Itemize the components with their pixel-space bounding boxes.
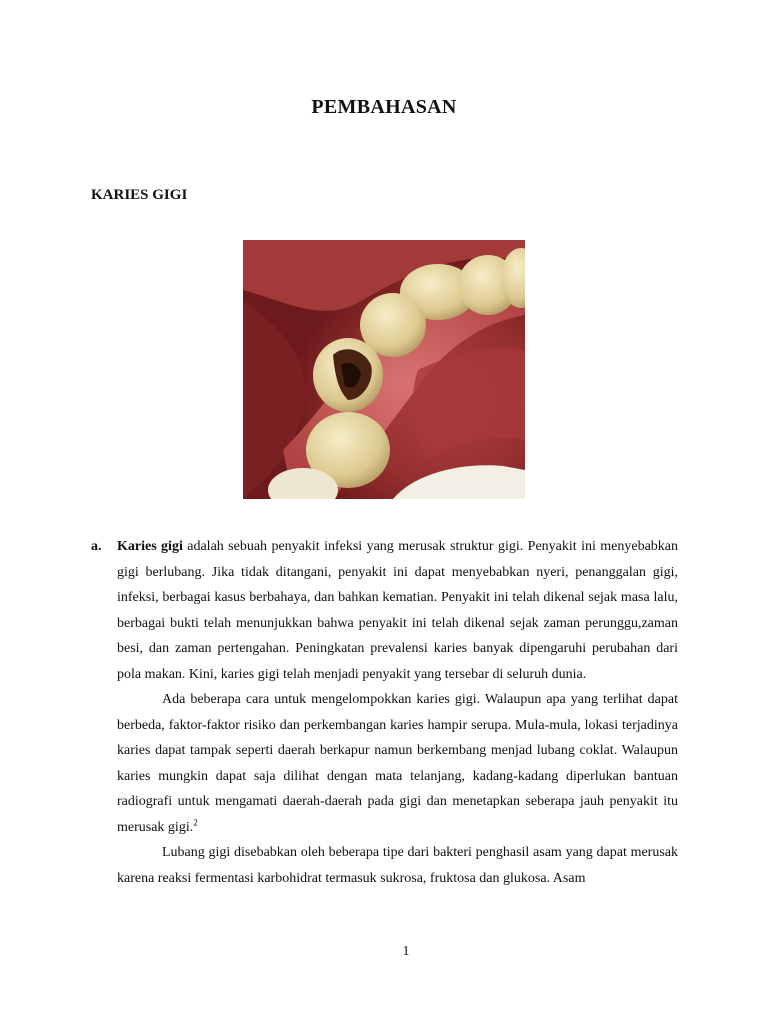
paragraph-3 — [117, 840, 678, 891]
paragraph-1 — [117, 534, 678, 687]
page-number: 1 — [402, 944, 410, 959]
page-title: PEMBAHASAN — [311, 96, 457, 118]
term-karies-gigi: Karies gigi — [117, 539, 183, 554]
paragraph-2 — [117, 687, 678, 840]
dental-caries-photo — [243, 240, 525, 499]
paragraph-1-text: adalah sebuah penyakit infeksi yang merusak struktur gigi. Penyakit ini menyebabkan gigi berlubang. Jika tidak ditangani, penyakit ini dapat menyebabkan nyeri, penanggalan gigi, infeksi, berbagai kasus berbahaya, dan bahkan kematian. Penyakit ini telah dikenal sejak masa lalu, berbagai bukti telah menunjukkan bahwa penyakit ini telah dikenal sejak zaman perunggu,zaman besi, dan zaman pertengahan. Peningkatan prevalensi karies banyak dipengaruhi perubahan dari pola makan. Kini, karies gigi telah menjadi penyakit yang tersebar di seluruh dunia. — [117, 539, 678, 682]
paragraph-3-text: Lubang gigi disebabkan oleh beberapa tipe dari bakteri penghasil asam yang dapat merusak karena reaksi fermentasi karbohidrat termasuk sukrosa, fruktosa dan glukosa. Asam — [117, 845, 678, 886]
footnote-ref: 2 — [193, 816, 198, 827]
paragraph-2-text: Ada beberapa cara untuk mengelompokkan karies gigi. Walaupun apa yang terlihat dapat berbeda, faktor-faktor risiko dan perkembangan karies hampir serupa. Mula-mula, lokasi terjadinya karies dapat tampak seperti daerah berkapur namun berkembang menjad lubang coklat. Walaupun karies mungkin dapat saja dilihat dengan mata telanjang, kadang-kadang diperlukan bantuan radiografi untuk mengamati daerah-daerah pada gigi dan menetapkan seberapa jauh penyakit itu merusak gigi. — [117, 692, 678, 835]
section-heading: KARIES GIGI — [91, 187, 188, 203]
body-text — [117, 534, 678, 891]
list-marker: a. — [91, 539, 102, 554]
